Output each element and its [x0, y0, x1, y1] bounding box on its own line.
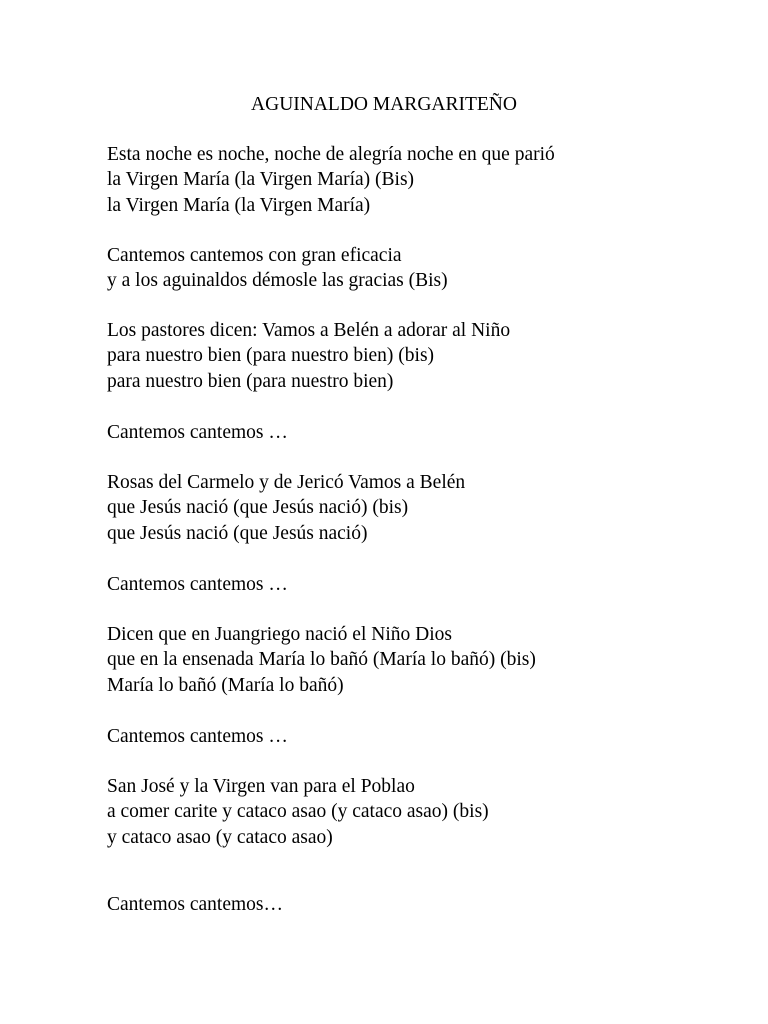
stanza-4-refrain — [107, 420, 727, 445]
stanza-line: Rosas del Carmelo y de Jericó Vamos a Belén — [107, 472, 466, 493]
stanza-10-refrain — [107, 892, 727, 917]
stanza-line: Cantemos cantemos con gran eficacia — [107, 245, 402, 266]
stanza-line: a comer carite y cataco asao (y cataco asao) (bis) — [107, 801, 489, 823]
stanza-line: María lo bañó (María lo bañó) — [107, 674, 344, 696]
stanza-line: Cantemos cantemos … — [107, 726, 288, 747]
stanza-line: la Virgen María (la Virgen María) — [107, 194, 371, 216]
stanza-line: Cantemos cantemos … — [107, 422, 288, 443]
stanza-line: Cantemos cantemos … — [107, 574, 288, 595]
stanza-9 — [107, 774, 727, 850]
stanza-3 — [107, 318, 727, 394]
stanza-line: para nuestro bien (para nuestro bien) — [107, 370, 394, 392]
stanza-line: Esta noche es noche, noche de alegría noche en que parió — [107, 144, 555, 165]
stanza-line: Dicen que en Juangriego nació el Niño Dios — [107, 624, 452, 645]
stanza-line: que Jesús nació (que Jesús nació) (bis) — [107, 497, 409, 519]
stanza-line: que Jesús nació (que Jesús nació) — [107, 522, 368, 544]
stanza-5 — [107, 470, 727, 546]
stanza-line: la Virgen María (la Virgen María) (Bis) — [107, 169, 415, 191]
stanza-line: San José y la Virgen van para el Poblao — [107, 776, 415, 797]
stanza-2 — [107, 243, 727, 294]
page-title: AGUINALDO MARGARITEÑO — [251, 94, 517, 115]
stanza-line: Cantemos cantemos… — [107, 894, 284, 915]
stanza-line: y a los aguinaldos démosle las gracias (Bis) — [107, 270, 448, 292]
stanza-7 — [107, 622, 727, 698]
stanza-8-refrain — [107, 724, 727, 749]
stanza-1 — [107, 142, 727, 218]
stanza-line: y cataco asao (y cataco asao) — [107, 826, 333, 848]
stanza-line: que en la ensenada María lo bañó (María lo bañó) (bis) — [107, 649, 536, 671]
stanza-line: para nuestro bien (para nuestro bien) (bis) — [107, 345, 435, 367]
stanza-line: Los pastores dicen: Vamos a Belén a adorar al Niño — [107, 320, 511, 341]
stanza-6-refrain — [107, 572, 727, 597]
